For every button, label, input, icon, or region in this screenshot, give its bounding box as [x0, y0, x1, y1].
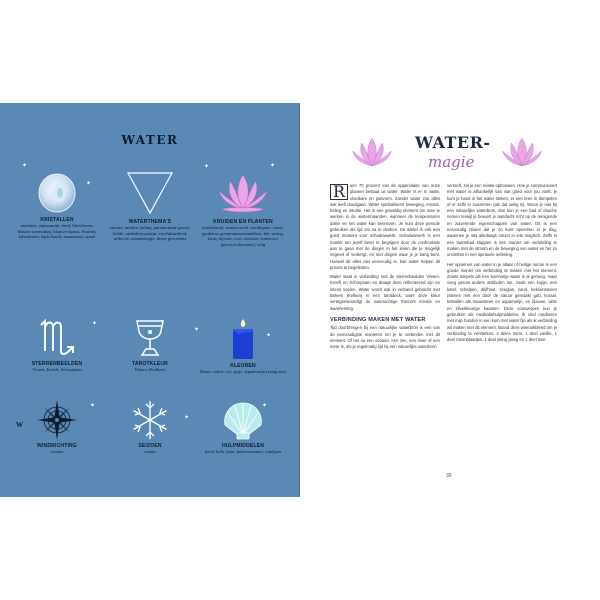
- cell-text: amethist, aquamarijn, beril, bloedsteen, blauwe toermalijn, blauwe topaas, fluoriet, labradoriet, lapis lazuli, maansteen, opaal: [17, 223, 97, 240]
- sparkle-icon: ✦: [90, 402, 96, 409]
- section-heading: VERBINDING MAKEN MET WATER: [330, 316, 426, 323]
- heading-block: [300, 125, 600, 175]
- cell-text: kattenkruid, smeerwortel, eucalyptus, varen, gardenia, geraniumrozenmelisse, hei, sering, lotus, bijvoet, roos, mowier, waterroos (gewoon bezimos), wilg: [201, 225, 285, 247]
- cell-text: emotie, intuïtie, heling, paranormale gaven, liefde, onderbewustzijn, vruchtbaarheid, reflectie, maanenergie, diepe gevoelens: [109, 225, 191, 242]
- cell-label: KRISTALLEN: [40, 217, 74, 223]
- cell-colours: [200, 317, 286, 375]
- cell-label: KLEUREN: [230, 363, 256, 369]
- scorpio-icon: [37, 317, 77, 359]
- chapter-title: WATER-: [415, 133, 491, 152]
- sparkle-icon: ✦: [270, 162, 276, 169]
- cell-text: Vissen, Kreeft, Schorpioen: [32, 367, 82, 372]
- cell-label: STERRENBEELDEN: [31, 361, 83, 367]
- cell-label: KRUIDEN EN PLANTEN: [213, 219, 273, 225]
- book-spread: [0, 103, 600, 497]
- snowflake-icon: [129, 399, 171, 441]
- text-column-right: [447, 183, 557, 346]
- shell-icon: [220, 399, 266, 441]
- cell-label: WINDRICHTING: [37, 443, 77, 449]
- lotus-icon: [350, 135, 394, 169]
- sparkle-icon: ✦: [86, 180, 92, 187]
- cell-text: westen: [50, 449, 64, 454]
- drop-cap: R: [330, 184, 348, 200]
- page-number: 39: [446, 473, 452, 479]
- sparkle-icon: ✦: [92, 320, 98, 327]
- lotus-icon: [500, 135, 544, 169]
- text-column-left: [330, 183, 440, 353]
- right-page: [300, 103, 600, 497]
- paragraph: Water staat in verbinding met de sterrenbeelden Vissen, Kreeft en Schorpioen en draagt deze reflecterend zijn en intens voelen. Water wordt ook in verband gebracht met Bekers (Kelken) in een tarotdeck, want deze kleur vertegenwoordigt de waterachtige thema's emotie en waarneming.: [330, 274, 440, 311]
- paragraph: Het opnemen van water in je altaar of heilige ruimte is een goede manier om verbinding te maken met het element. Zoiets simpels als een kommetje water is al genoeg, maar voeg gerust andere attributen toe, zoals een kopje, een ketel, schelpen, drijfhout, zeeglas, zand, heksenstenen (stenen met een door de natuur gemaakt gat), koraal, kristallen als maansteen en aquamarijn, en blauwe, witte en zilverkleurige kaarsen. Deze voorwerpen kun je gebruiken als meditatiehulpmiddelen. Ik vind mediteren met mijn handen in een kom met water fijn als ik verbinding wil maken met dit element. Brand deze wierookblend om je verbinding te versterken: 2 delen mirre, 1 deel vanille, 1 deel rozenblaadjes, 1 deel ylang ylang en 1 deel lime.: [447, 261, 557, 343]
- cell-star-signs: [14, 317, 100, 373]
- compass-west-letter: W: [16, 421, 23, 429]
- sparkle-icon: ✦: [184, 414, 190, 421]
- cell-label: TAROTKLEUR: [131, 361, 169, 367]
- cell-tarot: [107, 317, 193, 373]
- cell-crystals: [14, 171, 100, 240]
- page-title: WATER: [121, 133, 179, 147]
- cell-label: WATERTHEMA'S: [128, 219, 172, 225]
- paragraph: vertoeft, zal je een relatie opbouwen. Hoe je communiceert met water is afhankelijk van wat goed voor jou voelt; je kunt je hand in het water steken, er een teen in dompelen of er zelfs in zwemmen (als dat veilig is). Woon je niet bij een natuurlijke waterbron, dan kun je een bad of douche nemen terwijl je bewust je aandacht richt op de reinigende en zuiverende eigenschappen van water. Dit is een eenvoudig ritueel dat je zo kunt opnemen in je dag, waarmee je iets alledaags omzet in iets magisch. Zelfs in een zwembad stappen is een manier om verbinding te maken met de stroom en de beweging van water en het zo omzetten in een spirituele oefening.: [447, 183, 557, 258]
- cell-water-themes: [107, 169, 193, 242]
- paragraph: [330, 183, 440, 271]
- chapter-subtitle: magie: [428, 153, 475, 171]
- cell-direction: [14, 399, 100, 455]
- sparkle-icon: ✦: [204, 163, 210, 170]
- cell-label: SEIZOEN: [138, 443, 162, 449]
- paragraph-text: uim 70 procent van de oppervlakte van onze planeet bestaat uit water. Water is er in vaste, vloeibare en gasvorm. Zonder water zou alles wat leeft doodgaan. Water symboliseert beweging, emotie, heling en intuïtie. Het is een geweldig element om mee te werken in de wintermaanden, wanneer de temperaturen dalen en het water kan bevriezen. Je kunt deze periode gebruiken als tijd om na te denken. De winter is ook een goed moment voor schaduwwerk. Schaduwwerk is een manier om jezelf beter te begrijpen door de confrontatie aan te gaan met de dingen in het leven die je mogelijk negeert of verbergt, en met dingen waar je je bang bent. Hoewel dit alles niet eenvoudig is, kan water helpen dit proces te begeleiden.: [330, 183, 440, 270]
- sparkle-icon: ✦: [262, 402, 268, 409]
- water-triangle-icon: [125, 169, 175, 217]
- cell-season: [107, 399, 193, 455]
- cell-text: blauw, zilver, wit, grijs, aquamarijn (zeegroen): [200, 369, 286, 374]
- cell-text: winter: [144, 449, 156, 454]
- chalice-icon: [132, 317, 168, 359]
- blue-candle-icon: [227, 317, 259, 361]
- lotus-icon: [216, 169, 270, 217]
- sparkle-icon: ✦: [22, 162, 28, 169]
- cell-label: HULPMIDDELEN: [221, 443, 265, 449]
- compass-icon: [36, 399, 78, 441]
- cell-herbs: [200, 169, 286, 247]
- cell-text: Bekers (Kelken): [134, 367, 166, 372]
- left-page: [0, 103, 300, 497]
- sparkle-icon: ✦: [266, 332, 272, 339]
- cell-tools: [200, 399, 286, 455]
- sparkle-icon: ✦: [194, 326, 200, 333]
- cell-text: ketel, kelk, kom, heksenzoenen, schelpen: [204, 449, 282, 454]
- moonstone-crystal-icon: [35, 171, 79, 215]
- paragraph: Tijd doorbrengen bij een natuurlijke waterbron is een van de eenvoudigste manieren om je te verbinden met dit element. Of het nu een oceaan, een zee, een rivier of een meer is, als je regelmatig tijd bij een natuurlijke waterbron: [330, 325, 440, 350]
